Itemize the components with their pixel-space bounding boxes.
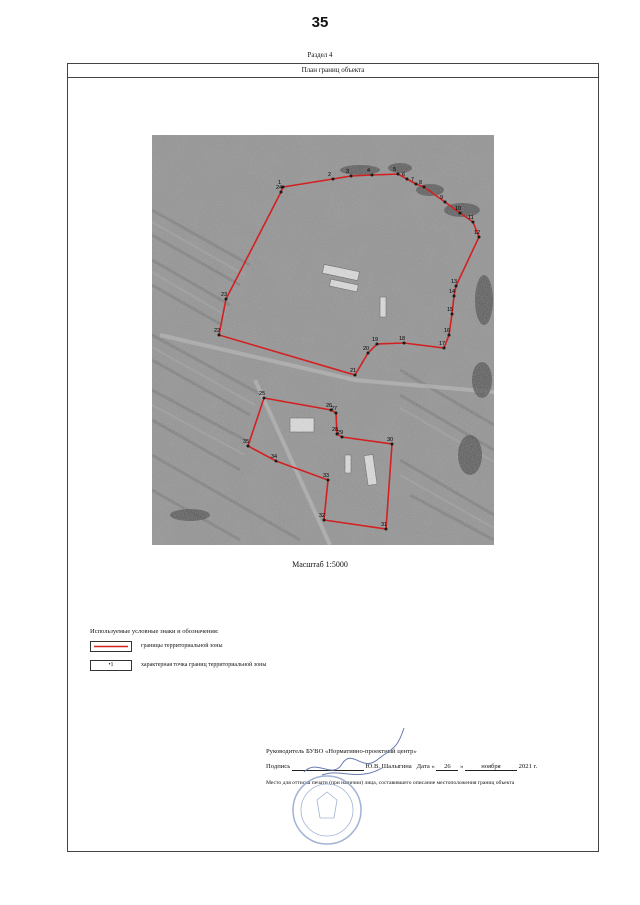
head-line: Руководитель БУВО «Нормативно-проектный центр» (266, 748, 417, 755)
point-label-18: 18 (399, 336, 406, 342)
point-label-8: 8 (419, 180, 423, 186)
point-label-14: 14 (449, 289, 456, 295)
point-label-32: 32 (319, 513, 326, 519)
point-label-20: 20 (363, 346, 370, 352)
point-label-13: 13 (451, 279, 458, 285)
boundary-point-9 (444, 201, 447, 204)
sign-label: Подпись (266, 763, 291, 770)
point-label-2: 2 (328, 172, 332, 178)
signature-and-stamp (282, 720, 432, 850)
point-label-11: 11 (468, 215, 474, 221)
point-label-4: 4 (367, 168, 371, 174)
boundary-point-3 (350, 175, 353, 178)
boundary-point-4 (371, 174, 374, 177)
date-year-suffix: г. (533, 763, 538, 770)
legend-point-swatch: •1 (90, 660, 132, 671)
point-label-5: 5 (393, 167, 397, 173)
boundary-point-7 (415, 183, 418, 186)
point-label-28: 28 (332, 427, 339, 433)
point-label-12: 12 (474, 230, 481, 236)
point-label-3: 3 (346, 169, 350, 175)
point-label-35: 35 (243, 439, 250, 445)
point-label-16: 16 (444, 328, 451, 334)
boundary-point-5 (397, 173, 400, 176)
legend-label-boundary: границы территориальной зоны (141, 643, 223, 649)
point-label-22: 22 (214, 328, 221, 334)
point-label-27: 27 (331, 406, 338, 412)
scale-label: Масштаб 1:5000 (292, 560, 348, 569)
point-label-7: 7 (411, 177, 415, 183)
aerial-map (152, 135, 494, 545)
legend-title: Используемые условные знаки и обозначения: (90, 628, 219, 635)
point-label-21: 21 (350, 368, 357, 374)
legend-line-swatch (90, 641, 132, 652)
signature-row: Подпись Ю.В. Шалыгина Дата « 26 » ноября 2021 г. (266, 763, 538, 770)
point-label-1: 1 (278, 180, 282, 186)
frame-title: План границ объекта (68, 64, 598, 78)
date-label: Дата « (416, 763, 435, 770)
boundary-point-8 (423, 186, 426, 189)
date-day: 26 (436, 763, 458, 771)
point-label-9: 9 (440, 195, 444, 201)
point-label-10: 10 (455, 206, 462, 212)
date-year: 202 (518, 763, 529, 770)
signer-name: Ю.В. Шалыгина (365, 763, 412, 770)
point-label-30: 30 (387, 437, 394, 443)
point-label-23: 23 (221, 292, 228, 298)
boundary-point-6 (406, 178, 409, 181)
point-label-29: 29 (337, 430, 344, 436)
point-label-34: 34 (271, 454, 278, 460)
point-label-25: 25 (259, 391, 266, 397)
legend-label-point: характерная точка границ территориальной зоны (141, 662, 267, 668)
point-label-31: 31 (381, 522, 388, 528)
stamp-caption: Место для оттиска печати (при наличии) лица, составившего описание местоположения границ объекта (266, 780, 515, 786)
boundary-point-2 (332, 178, 335, 181)
date-month: ноября (465, 763, 517, 771)
point-label-19: 19 (372, 337, 379, 343)
point-label-26: 26 (326, 403, 333, 409)
point-label-6: 6 (402, 172, 406, 178)
page-number: 35 (311, 14, 329, 31)
section-label: Раздел 4 (307, 51, 333, 59)
point-label-24: 24 (276, 185, 283, 191)
point-label-17: 17 (439, 341, 446, 347)
point-label-33: 33 (323, 473, 330, 479)
point-label-15: 15 (447, 307, 454, 313)
date-quote: » (460, 763, 464, 770)
